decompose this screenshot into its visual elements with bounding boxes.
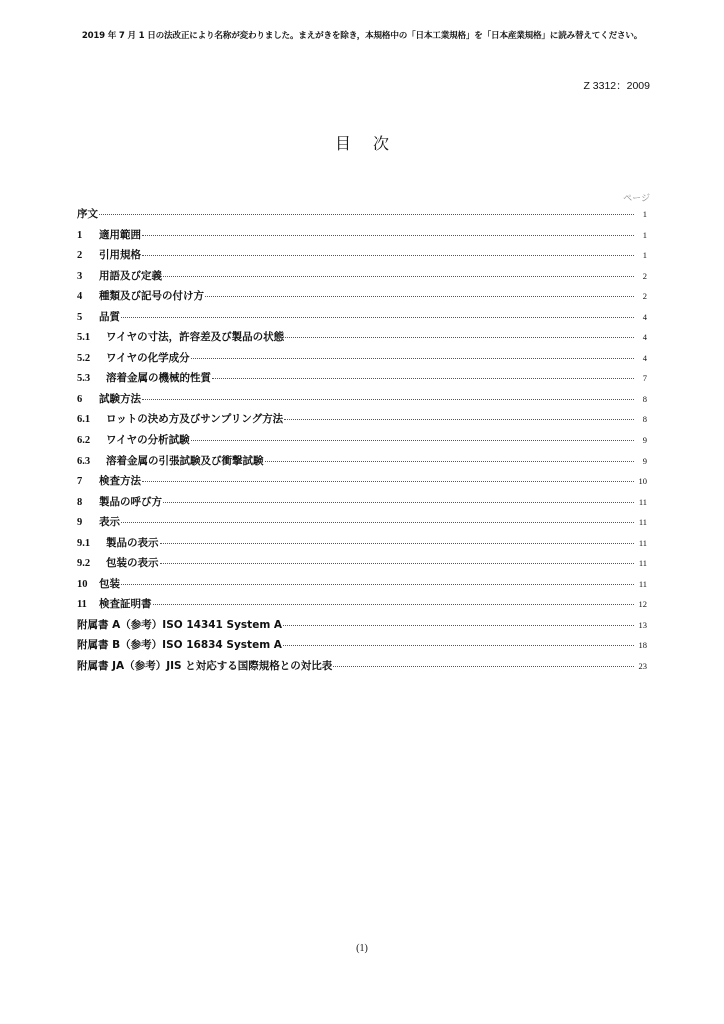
toc-entry-page: 7 (642, 373, 647, 384)
toc-entry-number: 2 (77, 250, 83, 262)
toc-entry[interactable] (77, 370, 647, 391)
toc-entry-number: 9 (77, 517, 83, 529)
toc-entry-title: 附属書 B（参考）ISO 16834 System A (77, 639, 282, 652)
toc-entry-title: 検査方法 (99, 475, 141, 488)
toc-entry-number: 8 (77, 496, 83, 508)
toc-entry-page: 23 (638, 661, 647, 672)
toc-entry-title: 溶着金属の機械的性質 (106, 372, 211, 385)
toc-entry[interactable] (77, 658, 647, 679)
toc-entry-page: 9 (642, 435, 647, 446)
toc-entry-title: 表示 (99, 516, 120, 529)
revision-notice: 2019 年 7 月 1 日の法改正により名称が変わりました。まえがきを除き，本規格中の「日本工業規格」を「日本産業規格」に読み替えてください。 (81, 31, 643, 41)
toc-entry[interactable] (77, 329, 647, 350)
toc-entry[interactable] (77, 391, 647, 412)
toc-entry-title: 用語及び定義 (99, 269, 162, 282)
toc-entry-page: 1 (642, 250, 647, 261)
toc-dot-leader (283, 645, 634, 646)
toc-dot-leader (265, 461, 635, 462)
toc-entry[interactable] (77, 514, 647, 535)
toc-entry-title: 品質 (99, 310, 120, 323)
toc-dot-leader (333, 666, 634, 667)
toc-entry-page: 11 (638, 517, 647, 528)
table-of-contents (77, 206, 647, 679)
toc-entry[interactable] (77, 288, 647, 309)
toc-entry[interactable] (77, 494, 647, 515)
toc-entry[interactable] (77, 206, 647, 227)
toc-entry[interactable] (77, 268, 647, 289)
toc-dot-leader (142, 235, 634, 236)
toc-entry-title: 包装 (99, 577, 120, 590)
toc-entry-number: 10 (77, 578, 88, 590)
toc-dot-leader (142, 399, 634, 400)
toc-entry-number: 4 (77, 291, 83, 303)
toc-entry-title: 包装の表示 (106, 557, 159, 570)
toc-dot-leader (121, 317, 634, 318)
toc-dot-leader (163, 502, 634, 503)
toc-entry-title: ワイヤの寸法，許容差及び製品の状態 (106, 331, 285, 344)
toc-entry-title: 溶着金属の引張試験及び衝撃試験 (106, 454, 264, 467)
toc-entry-number: 6.1 (77, 414, 91, 426)
toc-entry[interactable] (77, 617, 647, 638)
toc-entry[interactable] (77, 576, 647, 597)
toc-entry-page: 10 (638, 476, 647, 487)
toc-entry[interactable] (77, 473, 647, 494)
toc-entry-title: 適用範囲 (99, 228, 141, 241)
toc-entry[interactable] (77, 309, 647, 330)
toc-entry-number: 6 (77, 393, 83, 405)
toc-entry-title: ワイヤの分析試験 (106, 434, 190, 447)
toc-entry[interactable] (77, 535, 647, 556)
toc-entry-page: 1 (642, 229, 647, 240)
toc-entry-page: 11 (638, 558, 647, 569)
toc-entry-title: ロットの決め方及びサンプリング方法 (106, 413, 284, 426)
toc-dot-leader (160, 543, 635, 544)
toc-entry[interactable] (77, 411, 647, 432)
toc-entry-title: 検査証明書 (99, 598, 152, 611)
toc-entry[interactable] (77, 637, 647, 658)
toc-entry-number: 9.1 (77, 537, 91, 549)
toc-entry-title: 種類及び記号の付け方 (99, 290, 204, 303)
toc-dot-leader (285, 337, 634, 338)
toc-entry-number: 6.3 (77, 455, 91, 467)
toc-entry-number: 7 (77, 476, 83, 488)
toc-entry[interactable] (77, 453, 647, 474)
toc-entry-page: 4 (642, 352, 647, 363)
toc-entry-page: 8 (642, 393, 647, 404)
toc-dot-leader (191, 440, 634, 441)
toc-entry-title: 附属書 A（参考）ISO 14341 System A (77, 618, 283, 631)
toc-dot-leader (212, 378, 634, 379)
page-column-label: ページ (623, 194, 650, 204)
toc-entry-page: 8 (642, 414, 647, 425)
toc-entry-page: 4 (642, 311, 647, 322)
toc-entry-title: ワイヤの化学成分 (106, 351, 190, 364)
toc-entry-title: 製品の表示 (106, 536, 159, 549)
toc-entry-page: 1 (642, 209, 647, 219)
toc-entry-page: 11 (638, 537, 647, 548)
toc-dot-leader (99, 214, 634, 215)
toc-entry-page: 2 (642, 270, 647, 281)
toc-dot-leader (205, 296, 634, 297)
toc-dot-leader (121, 584, 634, 585)
toc-entry-title: 序文 (77, 208, 98, 220)
toc-entry-page: 2 (642, 291, 647, 302)
toc-dot-leader (191, 358, 634, 359)
toc-entry-page: 11 (638, 496, 647, 507)
toc-dot-leader (160, 563, 635, 564)
toc-entry-number: 1 (77, 229, 83, 241)
toc-entry-page: 18 (638, 640, 647, 651)
toc-entry[interactable] (77, 247, 647, 268)
toc-dot-leader (121, 522, 634, 523)
toc-entry[interactable] (77, 227, 647, 248)
toc-entry-page: 4 (642, 332, 647, 343)
toc-dot-leader (142, 255, 634, 256)
toc-entry-number: 5.3 (77, 373, 91, 385)
toc-dot-leader (284, 419, 634, 420)
toc-entry[interactable] (77, 432, 647, 453)
toc-dot-leader (163, 276, 634, 277)
toc-dot-leader (283, 625, 634, 626)
toc-entry-page: 9 (642, 455, 647, 466)
toc-entry-number: 6.2 (77, 435, 91, 447)
toc-entry-page: 12 (638, 599, 647, 610)
toc-entry-page: 11 (638, 578, 647, 589)
page-title: 目次 (334, 134, 411, 153)
toc-entry-number: 3 (77, 270, 83, 282)
toc-entry[interactable] (77, 350, 647, 371)
toc-entry-title: 製品の呼び方 (99, 495, 162, 508)
toc-entry-number: 11 (77, 599, 87, 611)
toc-dot-leader (153, 604, 635, 605)
toc-entry-title: 引用規格 (99, 249, 141, 262)
toc-entry-title: 附属書 JA（参考）JIS と対応する国際規格との対比表 (77, 660, 333, 673)
toc-entry-title: 試験方法 (99, 392, 141, 405)
toc-entry-number: 5.1 (77, 332, 91, 344)
document-number: Z 3312：2009 (583, 80, 650, 92)
toc-entry[interactable] (77, 555, 647, 576)
footer-page-number: (1) (356, 943, 368, 954)
toc-entry[interactable] (77, 596, 647, 617)
toc-entry-number: 9.2 (77, 558, 91, 570)
toc-entry-number: 5 (77, 311, 83, 323)
toc-dot-leader (142, 481, 634, 482)
toc-entry-number: 5.2 (77, 352, 91, 364)
toc-entry-page: 13 (638, 619, 647, 630)
